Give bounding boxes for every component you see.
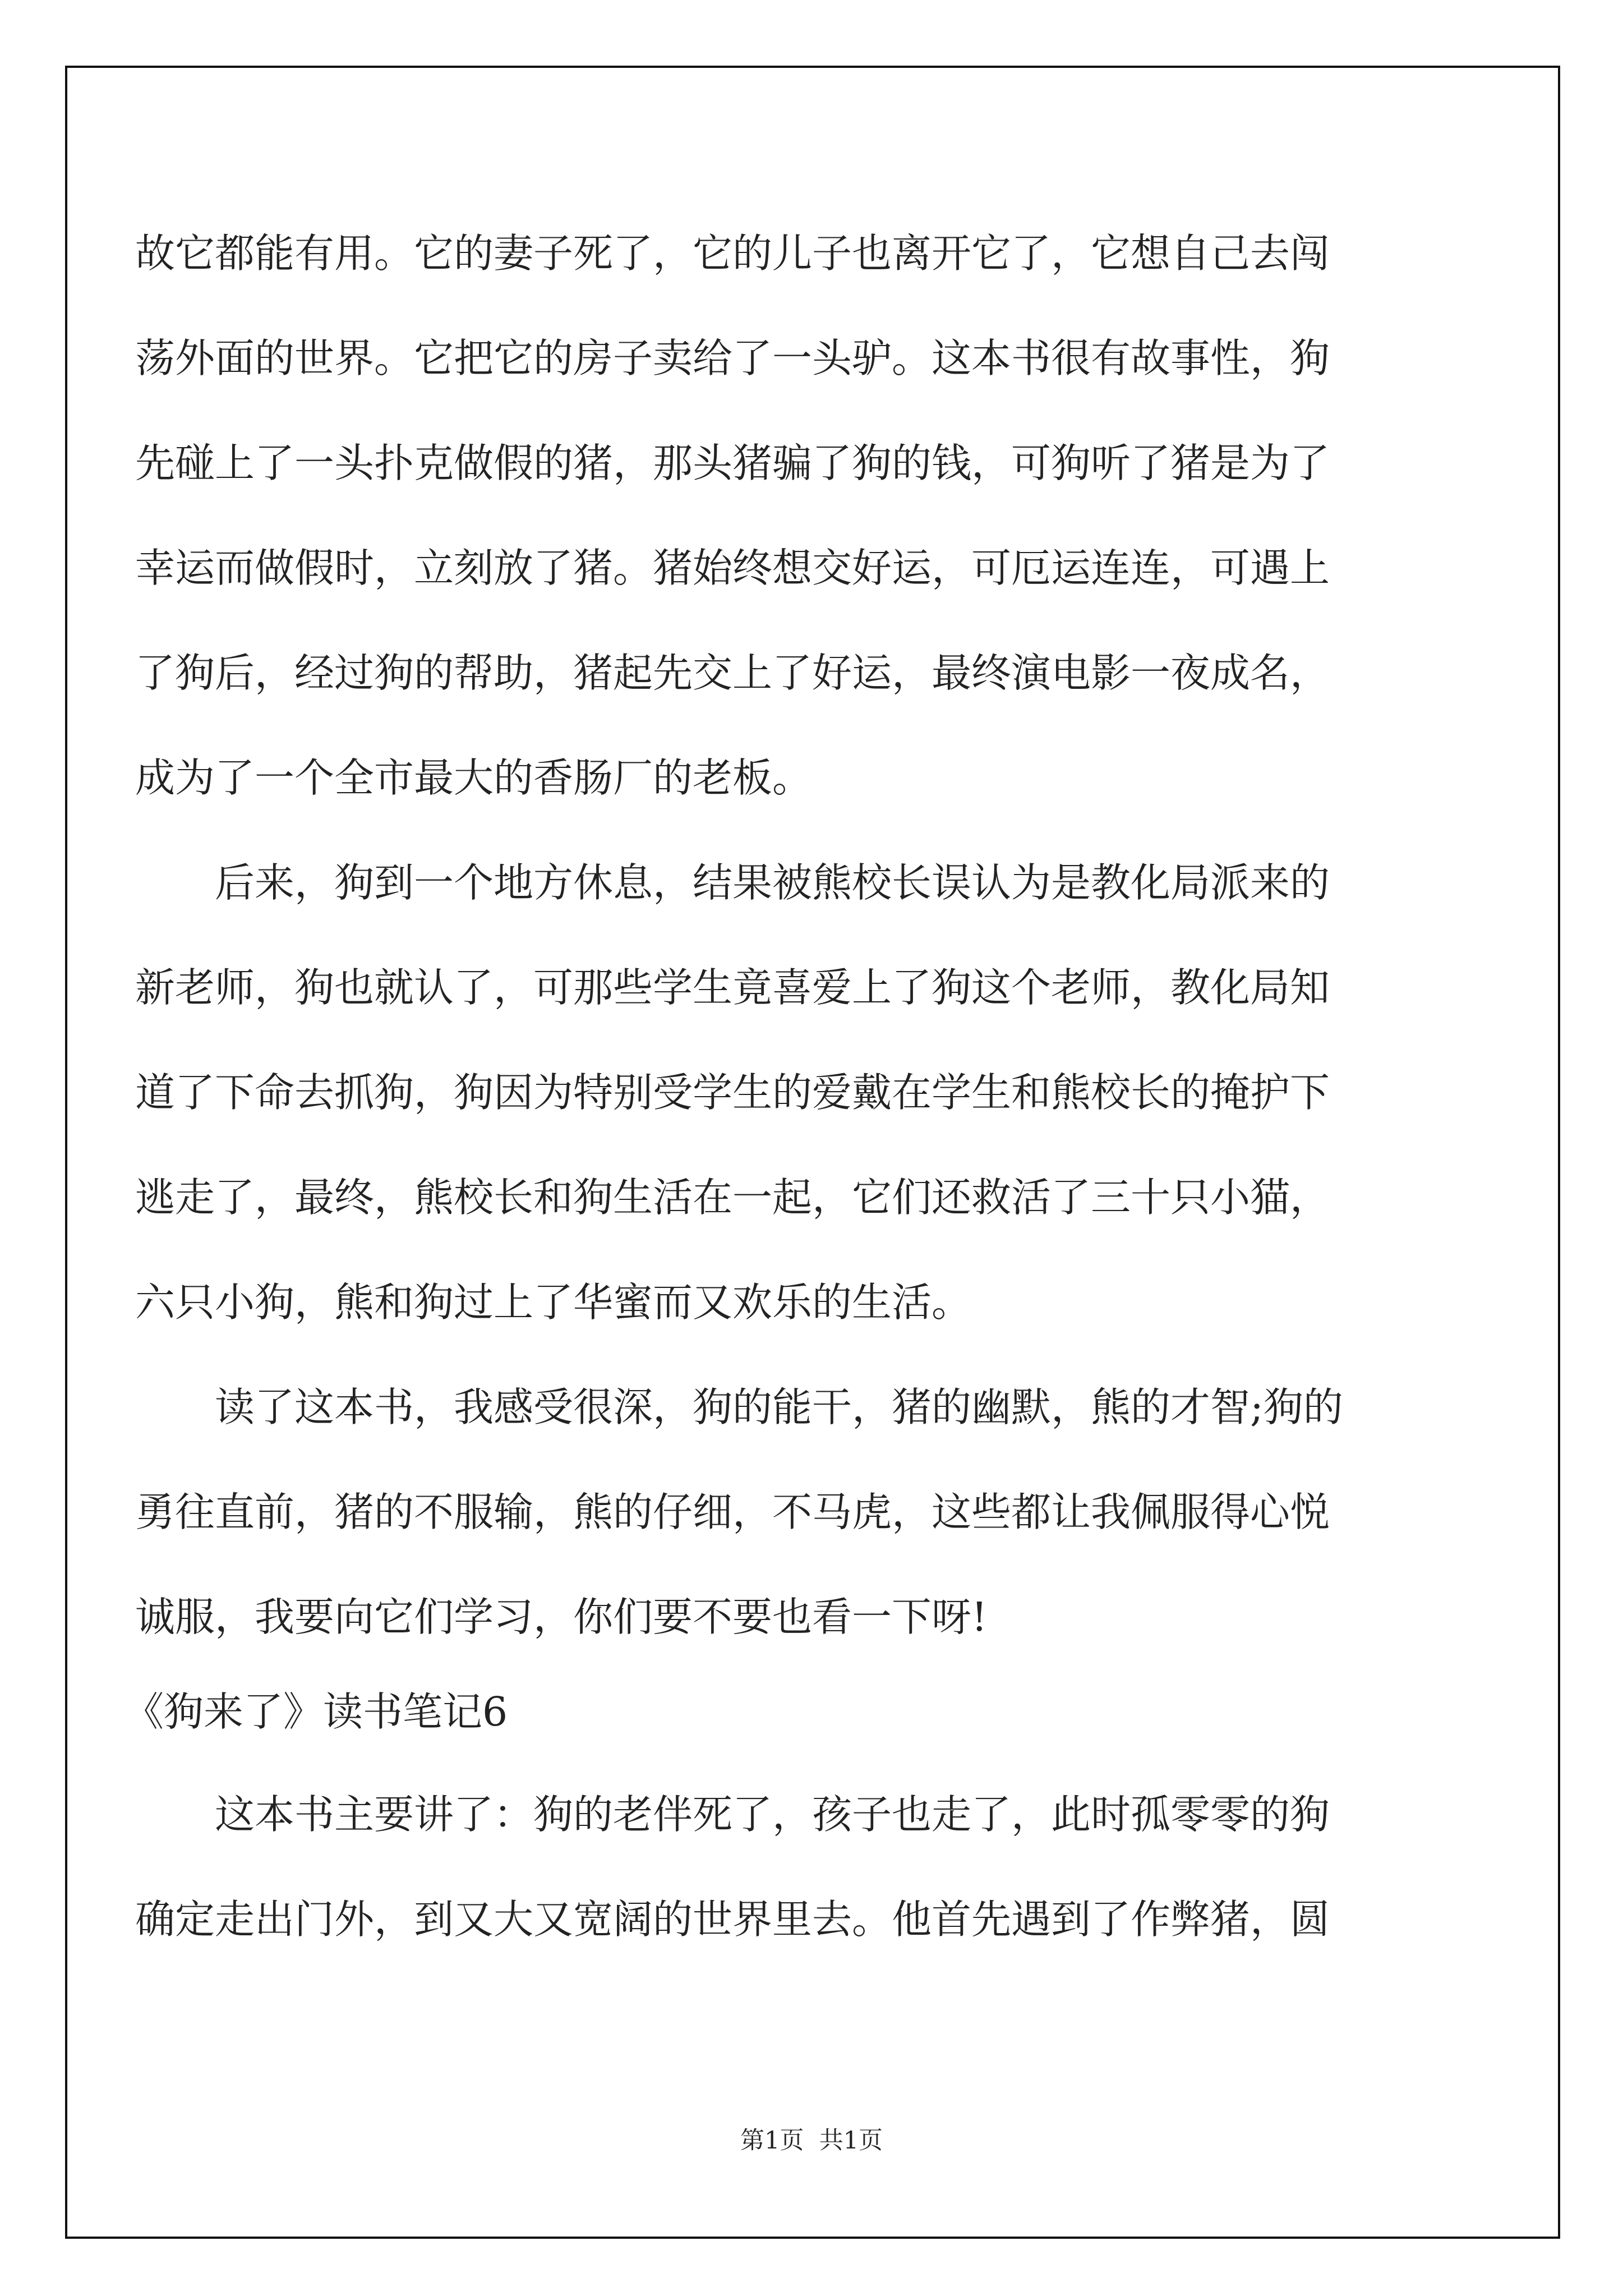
text-line: 了狗后，经过狗的帮助，猪起先交上了好运，最终演电影一夜成名， [135,650,1330,696]
paragraph-first-line: 读了这本书，我感受很深，狗的能干，猪的幽默，熊的才智;狗的 [215,1384,1343,1430]
text-line: 逃走了，最终，熊校长和狗生活在一起，它们还救活了三十只小猫， [135,1174,1330,1221]
text-line: 新老师，狗也就认了，可那些学生竟喜爱上了狗这个老师，教化局知 [135,964,1330,1011]
paragraph-first-line: 后来，狗到一个地方休息，结果被熊校长误认为是教化局派来的 [215,859,1330,906]
page-footer: 第1页 共1页 [740,2127,883,2155]
paragraph-first-line: 这本书主要讲了：狗的老伴死了，孩子也走了，此时孤零零的狗 [215,1791,1330,1838]
text-line: 六只小狗，熊和狗过上了华蜜而又欢乐的生活。 [135,1279,972,1326]
text-line: 先碰上了一头扑克做假的猪，那头猪骗了狗的钱，可狗听了猪是为了 [135,440,1330,486]
text-line: 诚服，我要向它们学习，你们要不要也看一下呀! [135,1594,988,1640]
text-line: 勇往直前，猪的不服输，熊的仔细，不马虎，这些都让我佩服得心悦 [135,1489,1330,1535]
text-line: 荡外面的世界。它把它的房子卖给了一头驴。这本书很有故事性，狗 [135,335,1330,381]
text-line: 确定走出门外，到又大又宽阔的世界里去。他首先遇到了作弊猪，圆 [135,1896,1330,1943]
text-line: 故它都能有用。它的妻子死了，它的儿子也离开它了，它想自己去闯 [135,230,1330,277]
text-line: 幸运而做假时，立刻放了猪。猪始终想交好运，可厄运连连，可遇上 [135,545,1330,591]
text-line: 成为了一个全市最大的香肠厂的老板。 [135,754,813,801]
section-title: 《狗来了》读书笔记6 [124,1688,508,1735]
text-line: 道了下命去抓狗，狗因为特别受学生的爱戴在学生和熊校长的掩护下 [135,1069,1330,1116]
